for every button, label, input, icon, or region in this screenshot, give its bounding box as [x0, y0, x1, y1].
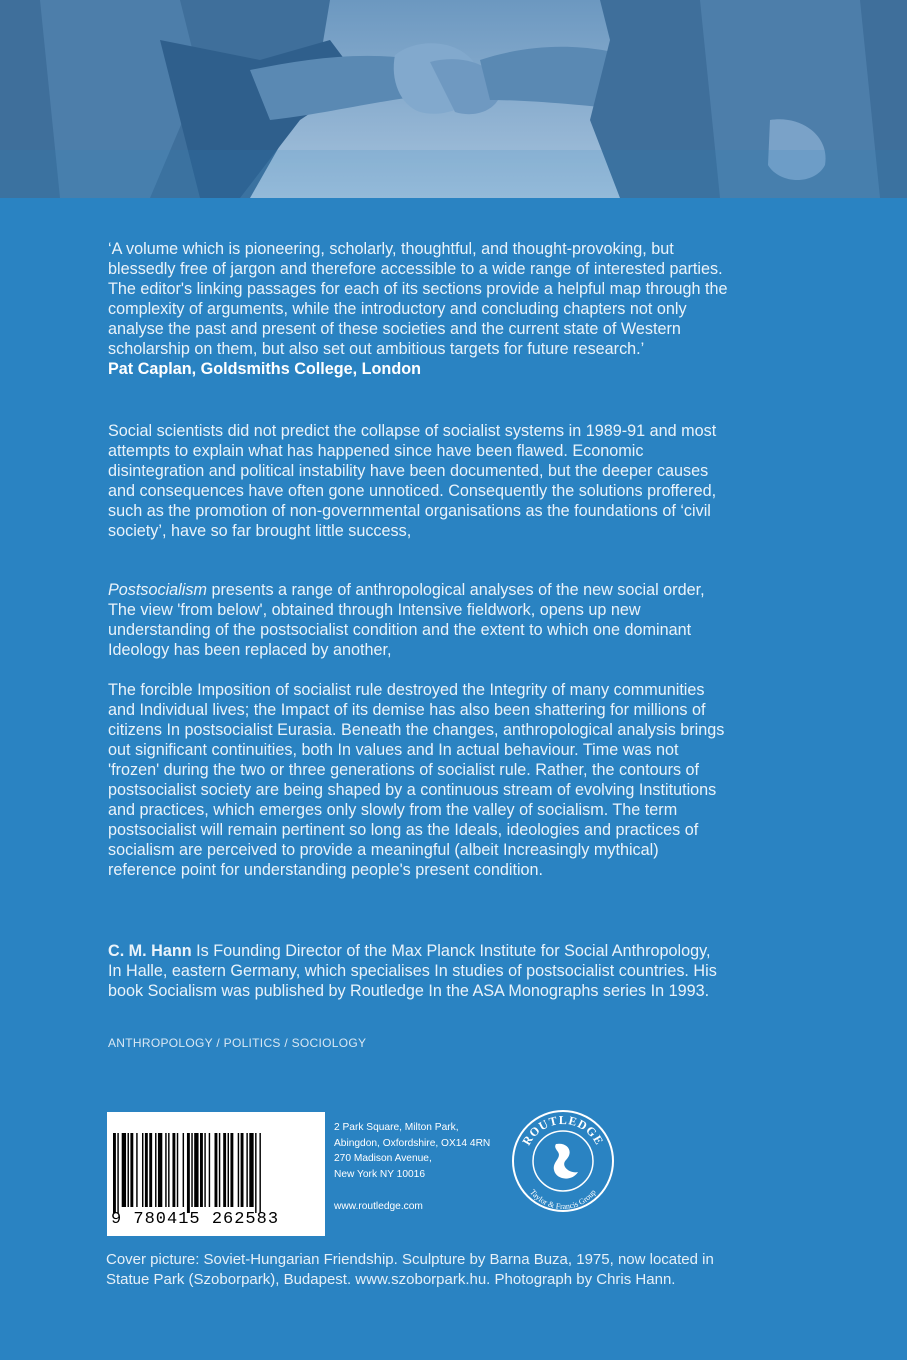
barcode-number: 9 780415 262583 — [111, 1210, 280, 1229]
barcode-bar — [204, 1133, 205, 1207]
barcode-bar — [255, 1133, 256, 1213]
logo-name: ROUTLEDGE — [519, 1112, 607, 1148]
author-bio — [108, 941, 728, 1001]
isbn-label: ISBN 0-415-26258-5 — [128, 1111, 307, 1132]
cover-credit: Cover picture: Soviet-Hungarian Friendship. Sculpture by Barna Buza, 1975, now located in Statue Park (Szoborpark), Budapest. www.szoborpark.hu. Photograph by Chris Hann. — [106, 1251, 714, 1288]
barcode-bar — [130, 1133, 133, 1207]
blurb-quote-block — [108, 239, 728, 379]
subject-categories: ANTHROPOLOGY / POLITICS / SOCIOLOGY — [108, 1036, 367, 1050]
barcode-bar — [145, 1133, 148, 1207]
barcode-bar — [191, 1133, 192, 1207]
address-line: Abingdon, Oxfordshire, OX14 4RN — [334, 1137, 491, 1149]
barcode-bar — [149, 1133, 152, 1207]
author-bio-text: Is Founding Director of the Max Planck Institute for Social Anthropology, In Halle, eastern Germany, which specialises In studies of postsocialist countries. His book Socialism was published by Routledge In the ASA Monographs series In 1993. — [108, 942, 717, 1000]
author-name: C. M. Hann — [108, 942, 192, 960]
paragraph-3 — [108, 680, 728, 880]
barcode-bar — [142, 1133, 143, 1207]
barcode-bar — [117, 1133, 118, 1213]
barcode-bar — [230, 1133, 233, 1207]
book-title: Postsocialism — [108, 581, 207, 599]
barcode-bar — [172, 1133, 175, 1207]
barcode-bar — [238, 1133, 239, 1207]
paragraph-2 — [108, 580, 728, 660]
paragraph-3-text: The forcible Imposition of socialist rule destroyed the Integrity of many communities and Individual lives; the Impact of its demise has also been shattering for millions of citizens In postsocialist Eurasia. Beneath the changes, anthropological analysis brings out significant continuities, both In values and In actual behaviour. Time was not 'frozen' during the two or three generations of socialist rule. Rather, the contours of postsocialist society are being shaped by a continuous stream of evolving Institutions and practices, which emerges only slowly from the valley of socialism. The term postsocialist will remain pertinent so long as the Ideals, ideologies and practices of socialism are perceived to provide a meaningful (albeit Increasingly mythical) reference point for understanding people's present condition. — [108, 681, 725, 879]
barcode-bar — [200, 1133, 203, 1207]
barcode-bar — [158, 1133, 162, 1207]
barcode-bar — [113, 1133, 116, 1213]
paragraph-1 — [108, 421, 728, 541]
barcode-bar — [194, 1133, 198, 1207]
barcode-bar — [215, 1133, 218, 1207]
quote-source: Pat Caplan, Goldsmiths College, London — [108, 360, 421, 378]
barcode-bar — [165, 1133, 166, 1207]
publisher-website[interactable]: www.routledge.com — [334, 1201, 423, 1212]
barcode-bar — [177, 1133, 178, 1207]
barcode-bar — [209, 1133, 210, 1207]
barcode-bar — [155, 1133, 156, 1207]
barcode-bar — [168, 1133, 169, 1207]
barcode-bar — [249, 1133, 253, 1207]
address-line: 2 Park Square, Milton Park, — [334, 1122, 459, 1133]
barcode-bar — [223, 1133, 226, 1207]
barcode — [111, 1133, 321, 1213]
paragraph-1-text: Social scientists did not predict the collapse of socialist systems in 1989-91 and most attempts to explain what has happened since have been flawed. Economic disintegration and political instability have been documented, but the deeper causes and consequences have often gone unnoticed. Consequently the solutions proffered, such as the promotion of non-governmental organisations as the foundations of ‘civil society’, have so far brought little success, — [108, 422, 717, 540]
barcode-bar — [136, 1133, 137, 1207]
barcode-bar — [128, 1133, 129, 1207]
paragraph-2-text: presents a range of anthropological analyses of the new social order, The view 'from below', obtained through Intensive fieldwork, opens up new understanding of the postsocialist condition and the extent to which one dominant Ideology has been replaced by another, — [108, 581, 705, 659]
barcode-bar — [122, 1133, 126, 1207]
sculpture-illustration — [0, 0, 907, 198]
publisher-address — [334, 1120, 490, 1182]
barcode-bar — [246, 1133, 247, 1207]
logo-subtitle: Taylor & Francis Group — [528, 1187, 598, 1212]
barcode-bar — [187, 1133, 190, 1213]
barcode-bar — [259, 1133, 260, 1213]
routledge-logo-icon — [508, 1106, 618, 1216]
barcode-bar — [183, 1133, 184, 1207]
barcode-bar — [228, 1133, 229, 1207]
cover-photo — [0, 0, 907, 198]
barcode-bar — [241, 1133, 244, 1207]
blurb-quote: ‘A volume which is pioneering, scholarly, thoughtful, and thought-provoking, but blessedly free of jargon and therefore accessible to a wide range of interested parties. The editor's linking passages for each of its sections provide a helpful map through the complexity of arguments, while the introductory and concluding chapters not only analyse the past and present of these societies and the current state of Western scholarship on them, but also set out ambitious targets for future research.’ — [108, 240, 728, 358]
barcode-bar — [219, 1133, 220, 1207]
address-line: 270 Madison Avenue, — [334, 1153, 432, 1164]
address-line: New York NY 10016 — [334, 1168, 425, 1180]
